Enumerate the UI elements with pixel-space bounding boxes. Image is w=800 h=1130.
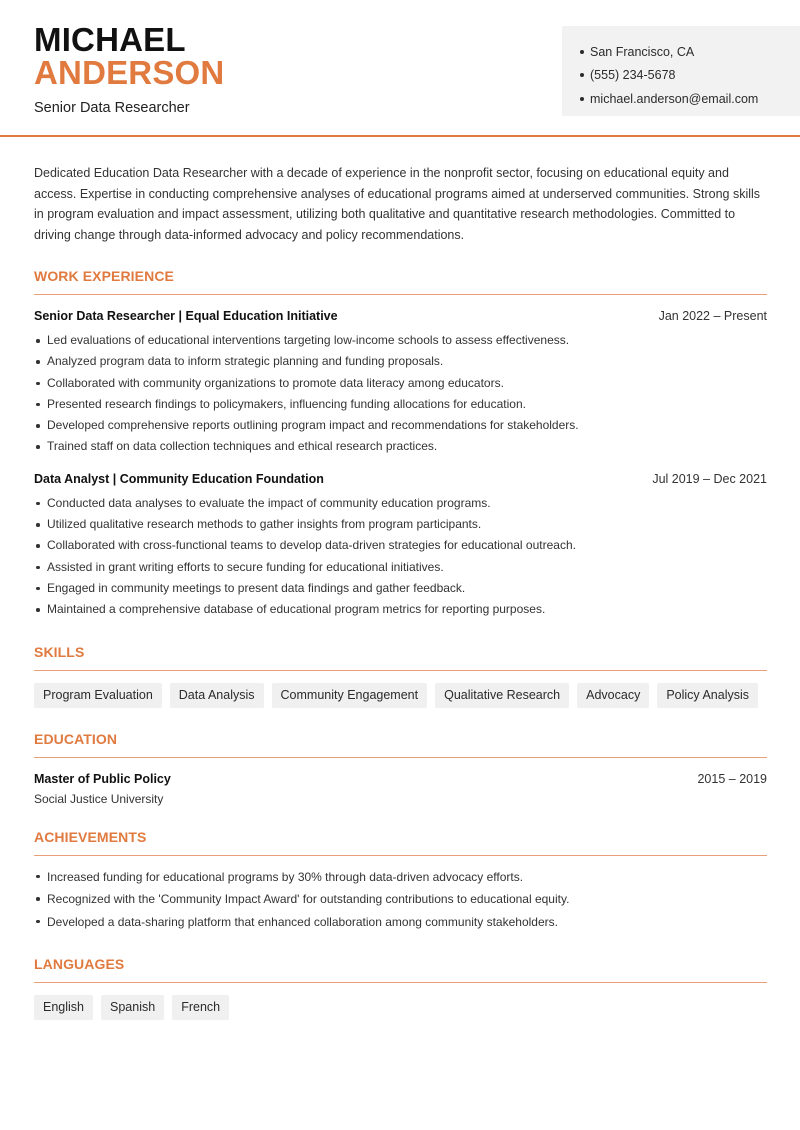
education-heading: EDUCATION [34, 731, 767, 758]
list-item [34, 557, 767, 578]
language-tag: Spanish [101, 995, 164, 1020]
contact-email-text: michael.anderson@email.com [590, 91, 759, 106]
bullet-text: Utilized qualitative research methods to gather insights from program participants. [47, 517, 482, 532]
job-title-subtitle: Senior Data Researcher [34, 100, 190, 116]
skill-tag: Policy Analysis [657, 683, 758, 708]
bullet-icon [580, 50, 584, 54]
bullet-icon [36, 566, 40, 570]
bullet-text: Collaborated with cross-functional teams to develop data-driven strategies for educational outreach. [47, 538, 576, 553]
contact-location-text: San Francisco, CA [590, 44, 695, 59]
bullet-text: Led evaluations of educational interventions targeting low-income schools to assess effectiveness. [47, 333, 570, 347]
education-years: 2015 – 2019 [697, 771, 767, 786]
bullet-text: Developed comprehensive reports outlining program impact and recommendations for stakeholders. [47, 418, 579, 433]
bullet-text: Assisted in grant writing efforts to secure funding for educational initiatives. [47, 559, 444, 574]
contact-location [580, 40, 782, 64]
education-header [34, 772, 767, 786]
skill-tag: Advocacy [577, 683, 649, 708]
languages-heading: LANGUAGES [34, 956, 767, 983]
bullet-icon [36, 424, 40, 428]
bullet-text: Recognized with the 'Community Impact Award' for outstanding contributions to educational equity. [47, 892, 570, 907]
achievements-heading: ACHIEVEMENTS [34, 829, 767, 856]
bullet-icon [36, 897, 40, 901]
language-tag: English [34, 995, 93, 1020]
bullet-icon [36, 360, 40, 364]
bullet-icon [36, 403, 40, 407]
list-item [34, 351, 767, 372]
job-bullets [34, 330, 767, 458]
job-header [34, 472, 767, 486]
list-item [34, 888, 767, 911]
skill-tag: Data Analysis [170, 683, 264, 708]
resume-header [0, 0, 800, 137]
list-item [34, 394, 767, 415]
bullet-text: Increased funding for educational programs by 30% through data-driven advocacy efforts. [47, 869, 524, 884]
list-item [34, 330, 767, 351]
bullet-icon [36, 875, 40, 879]
work-experience-heading: WORK EXPERIENCE [34, 268, 767, 295]
skill-tag: Qualitative Research [435, 683, 569, 708]
bullet-text: Analyzed program data to inform strategic planning and funding proposals. [47, 354, 444, 369]
bullet-icon [36, 587, 40, 591]
bullet-text: Collaborated with community organizations to promote data literacy among educators. [47, 375, 504, 390]
education-school: Social Justice University [34, 791, 164, 806]
last-name: ANDERSON [34, 54, 225, 91]
list-item [34, 415, 767, 436]
bullet-icon [36, 382, 40, 386]
bullet-icon [36, 339, 40, 343]
bullet-text: Conducted data analyses to evaluate the impact of community education programs. [47, 495, 491, 510]
bullet-icon [36, 502, 40, 506]
bullet-text: Trained staff on data collection techniques and ethical research practices. [47, 439, 438, 454]
list-item [34, 373, 767, 394]
contact-phone-text: (555) 234-5678 [590, 68, 676, 83]
list-item [34, 535, 767, 556]
list-item [34, 911, 767, 934]
contact-email [580, 87, 782, 111]
bullet-text: Engaged in community meetings to present data findings and gather feedback. [47, 580, 466, 595]
job-dates: Jan 2022 – Present [658, 309, 767, 323]
skill-tag: Community Engagement [272, 683, 428, 708]
skills-tags [34, 683, 767, 708]
bullet-icon [36, 523, 40, 527]
job-bullets [34, 493, 767, 621]
bullet-icon [36, 445, 40, 449]
list-item [34, 514, 767, 535]
education-degree: Master of Public Policy [34, 771, 171, 786]
list-item [34, 866, 767, 889]
list-item [34, 436, 767, 457]
job-header [34, 309, 767, 323]
language-tag: French [172, 995, 229, 1020]
bullet-text: Presented research findings to policymakers, influencing funding allocations for education. [47, 396, 526, 411]
language-tags [34, 995, 767, 1020]
skill-tag: Program Evaluation [34, 683, 162, 708]
bullet-icon [36, 544, 40, 548]
bullet-text: Developed a data-sharing platform that enhanced collaboration among community stakeholders. [47, 914, 558, 929]
list-item [34, 493, 767, 514]
achievement-bullets [34, 866, 767, 934]
bullet-icon [580, 97, 584, 101]
bullet-icon [36, 920, 40, 924]
job-title: Data Analyst | Community Education Foundation [34, 471, 324, 486]
skills-heading: SKILLS [34, 644, 767, 671]
bullet-icon [580, 73, 584, 77]
bullet-icon [36, 608, 40, 612]
list-item [34, 599, 767, 620]
contact-box [562, 26, 800, 116]
summary-paragraph: Dedicated Education Data Researcher with a decade of experience in the nonprofit sector, focusing on educational equity and access. Expertise in conducting comprehensive analyses of educational programs aimed at underserved communities. Strong skills in program evaluation and impact assessment, utilizing both qualitative and quantitative research methodologies. Committed to driving change through data-informed advocacy and policy recommendations. [34, 166, 761, 242]
contact-phone [580, 64, 782, 88]
job-dates: Jul 2019 – Dec 2021 [652, 471, 767, 486]
bullet-text: Maintained a comprehensive database of educational program metrics for reporting purposes. [47, 602, 546, 617]
resume-body [34, 163, 767, 1020]
first-name: MICHAEL [34, 21, 186, 58]
job-title: Senior Data Researcher | Equal Education Initiative [34, 309, 338, 323]
list-item [34, 578, 767, 599]
